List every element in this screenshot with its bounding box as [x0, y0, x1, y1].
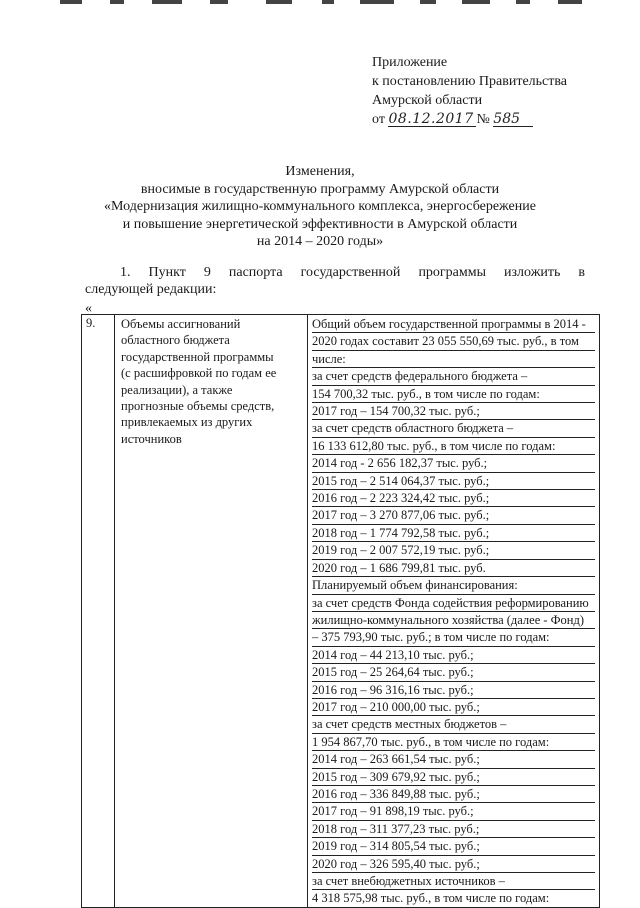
paragraph-word: программы: [418, 265, 487, 280]
content-line: 2017 год – 91 898,19 тыс. руб.;: [312, 803, 595, 820]
appendix-date-line: [372, 110, 567, 129]
row-description-cell: [115, 315, 308, 908]
document-title: [40, 163, 600, 251]
content-line: за счет внебюджетных источников –: [312, 873, 595, 890]
content-line: 2014 год - 2 656 182,37 тыс. руб.;: [312, 455, 595, 472]
paragraph-word: 9: [203, 265, 211, 280]
appendix-region-line: Амурской области: [372, 93, 483, 108]
date-prefix: от: [372, 112, 385, 127]
paragraph-word: изложить: [504, 265, 561, 280]
passport-table: [81, 314, 600, 908]
paragraph-word: государственной: [300, 265, 401, 280]
description-line: источников: [121, 431, 182, 446]
content-line: за счет средств областного бюджета –: [312, 420, 595, 437]
content-line: 2014 год – 44 213,10 тыс. руб.;: [312, 647, 595, 664]
description-line: Объемы ассигнований: [121, 317, 241, 331]
paragraph-word: паспорта: [228, 265, 283, 280]
content-line: 2015 год – 309 679,92 тыс. руб.;: [312, 769, 595, 786]
content-line: 2018 год – 1 774 792,58 тыс. руб.;: [312, 525, 595, 542]
content-line: 2015 год – 2 514 064,37 тыс. руб.;: [312, 473, 595, 490]
content-line: 2020 год – 1 686 799,81 тыс. руб.: [312, 560, 595, 577]
content-line: 4 318 575,98 тыс. руб., в том числе по годам:: [312, 891, 550, 906]
description-line: областного бюджета: [121, 333, 230, 348]
number-prefix: №: [476, 112, 490, 127]
content-line: 2014 год – 263 661,54 тыс. руб.;: [312, 751, 595, 768]
content-line: 2019 год – 2 007 572,19 тыс. руб.;: [312, 542, 595, 559]
content-line: 2020 год – 326 595,40 тыс. руб.;: [312, 856, 595, 873]
content-line: 2017 год – 154 700,32 тыс. руб.;: [312, 403, 595, 420]
content-line: – 375 793,90 тыс. руб.; в том числе по годам:: [312, 629, 595, 646]
paragraph-line-2: следующей редакции:: [85, 282, 217, 297]
title-line: на 2014 – 2020 годы»: [256, 234, 384, 249]
paragraph-line-1: [85, 264, 585, 281]
description-line: реализации), а также: [121, 382, 233, 397]
paragraph-word: Пункт: [148, 265, 186, 280]
row-number: 9.: [86, 316, 96, 330]
content-line: 2017 год – 210 000,00 тыс. руб.;: [312, 699, 595, 716]
table-row: [82, 315, 600, 908]
intro-paragraph: [85, 264, 585, 298]
paragraph-word: в: [578, 265, 585, 280]
appendix-resolution-line: к постановлению Правительства: [372, 74, 568, 89]
opening-quote: «: [85, 301, 92, 316]
appendix-title: Приложение: [372, 55, 448, 70]
description-line: государственной программы: [121, 349, 274, 364]
content-line: 2020 годах составит 23 055 550,69 тыс. руб., в том: [312, 333, 595, 350]
paragraph-word: 1.: [120, 265, 131, 280]
content-line: жилищно-коммунального хозяйства (далее - Фонд): [312, 612, 595, 629]
description-line: (с расшифровкой по годам ее: [121, 366, 277, 381]
content-line: числе:: [312, 351, 595, 368]
title-line: Изменения,: [285, 164, 355, 179]
content-line: 2019 год – 314 805,54 тыс. руб.;: [312, 838, 595, 855]
title-line: «Модернизация жилищно-коммунального комплекса, энергосбережение: [104, 199, 536, 214]
content-line: 2015 год – 25 264,64 тыс. руб.;: [312, 664, 595, 681]
handwritten-date: 08.12.2017: [388, 112, 476, 127]
content-line: за счет средств федерального бюджета –: [312, 368, 595, 385]
content-line: 2018 год – 311 377,23 тыс. руб.;: [312, 821, 595, 838]
appendix-block: [372, 53, 567, 129]
row-number-cell: [82, 315, 115, 908]
row-content-cell: [308, 315, 600, 908]
description-line: привлекаемых из других: [121, 415, 253, 430]
content-line: 2016 год – 96 316,16 тыс. руб.;: [312, 682, 595, 699]
content-line: 2017 год – 3 270 877,06 тыс. руб.;: [312, 507, 595, 524]
content-line: Планируемый объем финансирования:: [312, 577, 595, 594]
content-line: Общий объем государственной программы в 2014 -: [312, 316, 595, 333]
content-line: 2016 год – 2 223 324,42 тыс. руб.;: [312, 490, 595, 507]
title-line: вносимые в государственную программу Амурской области: [140, 181, 500, 197]
content-line: 2016 год – 336 849,88 тыс. руб.;: [312, 786, 595, 803]
content-line: за счет средств местных бюджетов –: [312, 716, 595, 733]
description-line: прогнозные объемы средств,: [121, 399, 275, 414]
content-line: 1 954 867,70 тыс. руб., в том числе по годам:: [312, 734, 595, 751]
title-line: и повышение энергетической эффективности в Амурской области: [122, 216, 518, 232]
content-line: 16 133 612,80 тыс. руб., в том числе по годам:: [312, 438, 595, 455]
scan-edge-marks: [60, 0, 600, 6]
content-line: за счет средств Фонда содействия реформированию: [312, 595, 595, 612]
content-line: 154 700,32 тыс. руб., в том числе по годам:: [312, 386, 595, 403]
handwritten-number: 585: [493, 112, 533, 127]
